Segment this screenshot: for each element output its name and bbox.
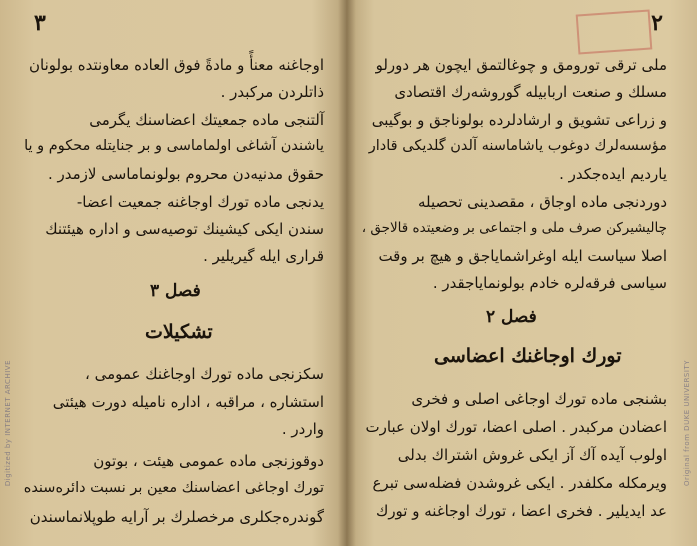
text-line: ذاتلردن مركبدر .: [220, 83, 324, 101]
left-page: [0, 0, 346, 546]
archive-watermark: Original from DUKE UNIVERSITY: [683, 360, 691, 486]
page-number: ٢: [651, 10, 663, 36]
text-line: اولوب آیده آك آز ایكی غروش اشتراك بدلی: [397, 446, 667, 464]
text-line: حقوق مدنیه‌دن محروم بولونماماسی لازمدر .: [47, 165, 324, 183]
text-line: یاردیم ایده‌جكدر .: [559, 165, 667, 183]
text-line: ویرمكله مكلفدر . ایكی غروشدن فضله‌سی تبرع: [372, 474, 667, 492]
text-line: آلتنجی ماده جمعیتك اعضاسنك یگرمی: [89, 111, 324, 129]
archive-watermark: Digitized by INTERNET ARCHIVE: [4, 360, 12, 487]
text-line: مسلك و صنعت اربابیله گوروشه‌رك اقتصادی: [394, 83, 667, 101]
text-line: تورك اوجاغی اعضاسنك معین بر نسبت دائره‌سنده: [23, 480, 324, 496]
text-line: سندن ایكی كیشینك توصیه‌سی و اداره هیئتنك: [45, 220, 324, 238]
text-line: اصلا سیاست ایله اوغراشمایاجق و هیچ بر وقت: [378, 247, 667, 265]
section-title: تورك اوجاغنك اعضاسی: [434, 345, 622, 367]
text-line: سیاسی فرقه‌لره خادم بولونمایاجقدر .: [432, 274, 667, 292]
text-line: عد ایدیلیر . فخری اعضا ، تورك اوجاغنه و تورك: [375, 502, 667, 520]
text-line: بشنجی ماده تورك اوجاغی اصلی و فخری: [411, 390, 667, 408]
text-line: اوجاغنه معنأً و مادةً فوق العاده معاونتده بولونان: [29, 56, 324, 74]
text-line: اعضادن مركبدر . اصلی اعضا، تورك اولان عبارت: [365, 418, 667, 436]
text-line: دوردنجی ماده اوجاق ، مقصدینی تحصیله: [417, 193, 667, 211]
library-stamp: [576, 9, 653, 54]
text-line: مؤسسه‌لرك دوغوب یاشاماسنه آلدن گلدیكی قادار: [368, 138, 667, 154]
right-page: [346, 0, 697, 546]
text-line: واردر .: [281, 420, 324, 438]
text-line: یاشندن آشاغی اولماماسی و بر جنایتله محكوم و یا: [24, 138, 324, 154]
section-title: تشكیلات: [145, 321, 213, 343]
text-line: و زراعی تشویق و ارشادلرده بولوناجق و بوگیبی: [371, 111, 667, 129]
section-heading: فصل ٢: [486, 307, 537, 327]
text-line: قراری ایله گیریلیر .: [203, 247, 324, 265]
text-line: دوقوزنجی ماده عمومی هیئت ، بوتون: [93, 452, 324, 470]
section-heading: فصل ٣: [150, 281, 201, 301]
page-number: ٣: [34, 10, 46, 36]
text-line: ملی ترقی تورومق و چوغالتمق ایچون هر دورلو: [375, 56, 667, 74]
text-line: یدنجی ماده تورك اوجاغنه جمعیت اعضا-: [76, 193, 324, 211]
text-line: گوندره‌جكلری مرخصلرك بر آرایه طوپلانماسندن: [29, 508, 324, 526]
text-line: استشاره ، مراقبه ، اداره نامیله دورت هیئتی: [52, 393, 324, 411]
text-line: سكزنجی ماده تورك اوجاغنك عمومی ،: [84, 365, 324, 383]
text-line: چالیشیركن صرف ملی و اجتماعی بر وضعیتده قالاجق ،: [361, 220, 667, 236]
